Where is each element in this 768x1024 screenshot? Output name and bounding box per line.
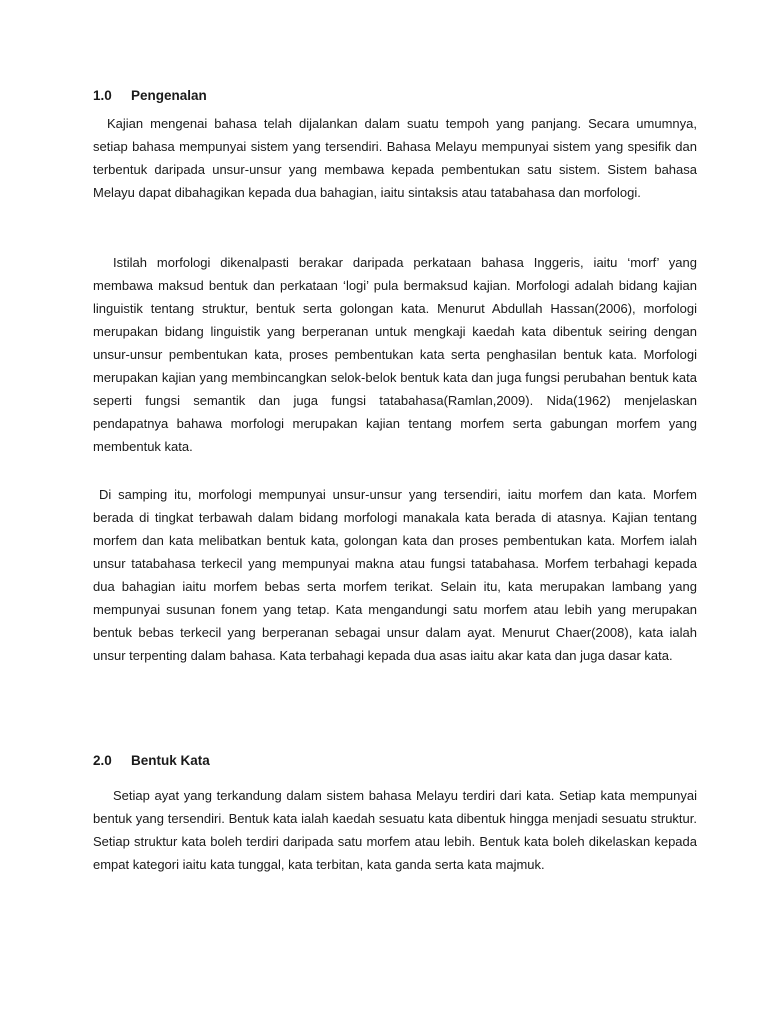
section-title: Pengenalan	[131, 88, 207, 103]
paragraph: Istilah morfologi dikenalpasti berakar daripada perkataan bahasa Inggeris, iaitu ‘morf’ yang membawa maksud bentuk dan perkataan ‘logi’ pula bermaksud kajian. Morfologi adalah bidang kajian linguistik tentang struktur, bentuk serta golongan kata. Menurut Abdullah Hassan(2006), morfologi merupakan bidang linguistik yang berperanan untuk mengkaji kaedah kata dibentuk seiring dengan unsur-unsur pembentukan kata, proses pembentukan kata serta penghasilan bentuk kata. Morfologi merupakan kajian yang membincangkan selok-belok bentuk kata dan juga fungsi perubahan bentuk kata seperti fungsi semantik dan juga fungsi tatabahasa(Ramlan,2009). Nida(1962) menjelaskan pendapatnya bahawa morfologi merupakan kajian tentang morfem serta gabungan morfem yang membentuk kata.	[93, 255, 697, 454]
section-heading-pengenalan	[93, 88, 207, 104]
paragraph: Di samping itu, morfologi mempunyai unsur-unsur yang tersendiri, iaitu morfem dan kata. Morfem berada di tingkat terbawah dalam bidang morfologi manakala kata berada di atasnya. Kajian tentang morfem dan kata melibatkan bentuk kata, golongan kata dan proses pembentukan kata. Morfem ialah unsur tatabahasa terkecil yang mempunyai makna atau fungsi tatabahasa. Morfem terbahagi kepada dua bahagian iaitu morfem bebas serta morfem terikat. Selain itu, kata merupakan lambang yang mempunyai susunan fonem yang tetap. Kata mengandungi satu morfem atau lebih yang merupakan bentuk bebas terkecil yang berperanan sebagai unsur dalam ayat. Menurut Chaer(2008), kata ialah unsur terpenting dalam bahasa. Kata terbahagi kepada dua asas iaitu akar kata dan juga dasar kata.	[93, 487, 697, 663]
paragraph: Kajian mengenai bahasa telah dijalankan dalam suatu tempoh yang panjang. Secara umumnya, setiap bahasa mempunyai sistem yang tersendiri. Bahasa Melayu mempunyai sistem yang spesifik dan terbentuk daripada unsur-unsur yang membawa kepada pembentukan satu sistem. Sistem bahasa Melayu dapat dibahagikan kepada dua bahagian, iaitu sintaksis atau tatabahasa dan morfologi.	[93, 116, 697, 200]
section-title: Bentuk Kata	[131, 753, 210, 768]
section-number: 2.0	[93, 753, 112, 768]
paragraph: Setiap ayat yang terkandung dalam sistem bahasa Melayu terdiri dari kata. Setiap kata mempunyai bentuk yang tersendiri. Bentuk kata ialah kaedah sesuatu kata dibentuk hingga menjadi sesuatu struktur. Setiap struktur kata boleh terdiri daripada satu morfem atau lebih. Bentuk kata boleh dikelaskan kepada empat kategori iaitu kata tunggal, kata terbitan, kata ganda serta kata majmuk.	[93, 788, 697, 872]
section-number: 1.0	[93, 88, 112, 103]
section-heading-bentuk-kata	[93, 753, 210, 769]
